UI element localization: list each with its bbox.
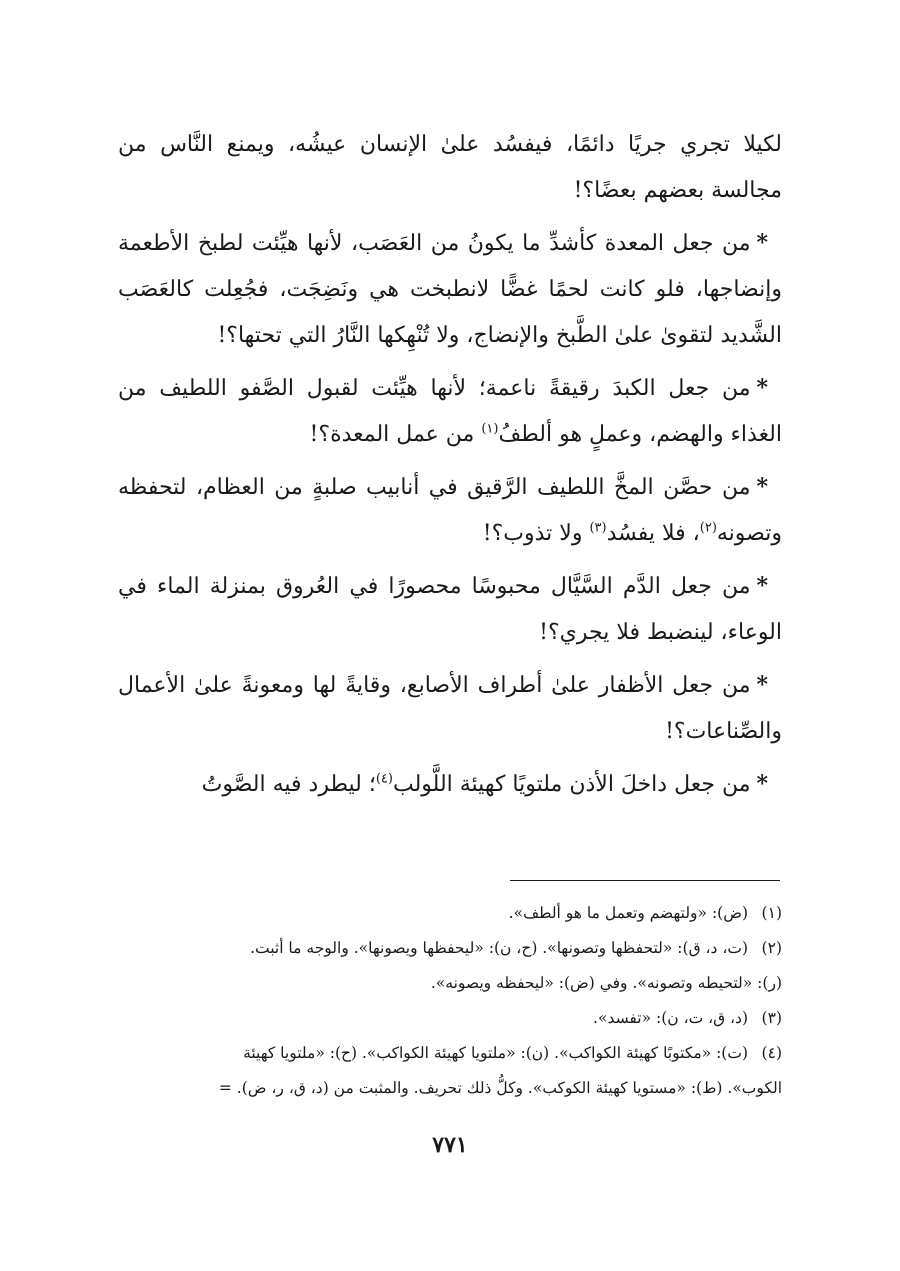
paragraph-2 <box>118 220 782 359</box>
star-marker: * <box>756 672 768 698</box>
footnote-ref-3[interactable]: (٣) <box>589 520 607 536</box>
star-marker: * <box>756 771 768 797</box>
footnote-text: (ت): «مكتوبًا كهيئة الكواكب». (ن): «ملتويا كهيئة الكواكب». (ح): «ملتويا كهيئة <box>243 1044 748 1062</box>
paragraph-3 <box>118 365 782 458</box>
footnote-number: (٣) <box>761 1009 782 1027</box>
footnote-ref-4[interactable]: (٤) <box>375 771 393 787</box>
footnote-text: (د، ق، ت، ن): «تفسد». <box>593 1009 748 1027</box>
paragraph-text: ولا تذوب؟! <box>482 521 590 546</box>
paragraph-text: ؛ ليطرد فيه الصَّوتُ <box>201 772 376 797</box>
paragraph-text: ، فلا يفسُد <box>606 521 700 546</box>
footnote-text: (ت، د، ق): «لتحفظها وتصونها». (ح، ن): «ليحفظها ويصونها». والوجه ما أثبت. <box>250 939 748 957</box>
paragraph-4 <box>118 464 782 557</box>
main-text <box>118 122 782 814</box>
paragraph-text: من جعل الكبدَ رقيقةً ناعمة؛ لأنها هيِّئت لقبول الصَّفو اللطيف من الغذاء والهضم، وعملٍ هو ألطفُ <box>118 376 782 447</box>
star-marker: * <box>756 573 768 599</box>
paragraph-text: من جعل الدَّم السَّيَّال محبوسًا محصورًا في العُروق بمنزلة الماء في الوعاء، لينضبط فلا يجري؟! <box>118 574 782 645</box>
paragraph-text: من جعل الأظفار علىٰ أطراف الأصابع، وقايةً لها ومعونةً علىٰ الأعمال والصِّناعات؟! <box>118 673 782 744</box>
paragraph-5 <box>118 563 782 656</box>
paragraph-text: من عمل المعدة؟! <box>309 422 482 447</box>
footnote-ref-2[interactable]: (٢) <box>699 520 717 536</box>
paragraph-7 <box>118 761 782 808</box>
star-marker: * <box>756 230 768 256</box>
footnotes <box>118 896 782 1106</box>
footnote-number: (١) <box>761 904 782 922</box>
footnote-ref-1[interactable]: (١) <box>481 421 499 437</box>
footnote-2-continuation <box>118 966 782 1001</box>
paragraph-text: من جعل داخلَ الأذن ملتويًا كهيئة اللَّولب <box>392 772 751 797</box>
footnote-divider <box>510 880 780 881</box>
footnote-text: (ر): «لتحيطه وتصونه». وفي (ض): «ليحفظه ويصونه». <box>430 974 782 992</box>
page-number: ٧٧١ <box>432 1132 468 1158</box>
footnote-3 <box>118 1001 782 1036</box>
paragraph-text: من حصَّن المخَّ اللطيف الرَّقيق في أنابيب صلبةٍ من العظام، لتحفظه وتصونه <box>118 475 782 546</box>
paragraph-1 <box>118 122 782 214</box>
star-marker: * <box>756 474 768 500</box>
footnote-number: (٢) <box>761 939 782 957</box>
footnote-4 <box>118 1036 782 1071</box>
paragraph-text: من جعل المعدة كأشدِّ ما يكونُ من العَصَب، لأنها هيِّئت لطبخ الأطعمة وإنضاجها، فلو كانت لحمًا غضًّا لانطبخت هي ونَضِجَت، فجُعِلت كالعَصَب الشَّديد لتقوىٰ علىٰ الطَّبخ والإنضاج، ولا تُنْهِكها النَّارُ التي تحتها؟! <box>118 231 782 348</box>
footnote-number: (٤) <box>761 1044 782 1062</box>
footnote-text: الكوب». (ط): «مستويا كهيئة الكوكب». وكلُّ ذلك تحريف. والمثبت من (د، ق، ر، ض). = <box>218 1079 782 1097</box>
footnote-4-continuation <box>118 1071 782 1106</box>
footnote-1 <box>118 896 782 931</box>
footnote-2 <box>118 931 782 966</box>
paragraph-text: لكيلا تجري جريًا دائمًا، فيفسُد علىٰ الإنسان عيشُه، ويمنع النَّاس من مجالسة بعضهم بعضًا؟! <box>118 132 782 203</box>
footnote-text: (ض): «ولتهضم وتعمل ما هو ألطف». <box>508 904 748 922</box>
paragraph-6 <box>118 662 782 755</box>
star-marker: * <box>756 375 768 401</box>
